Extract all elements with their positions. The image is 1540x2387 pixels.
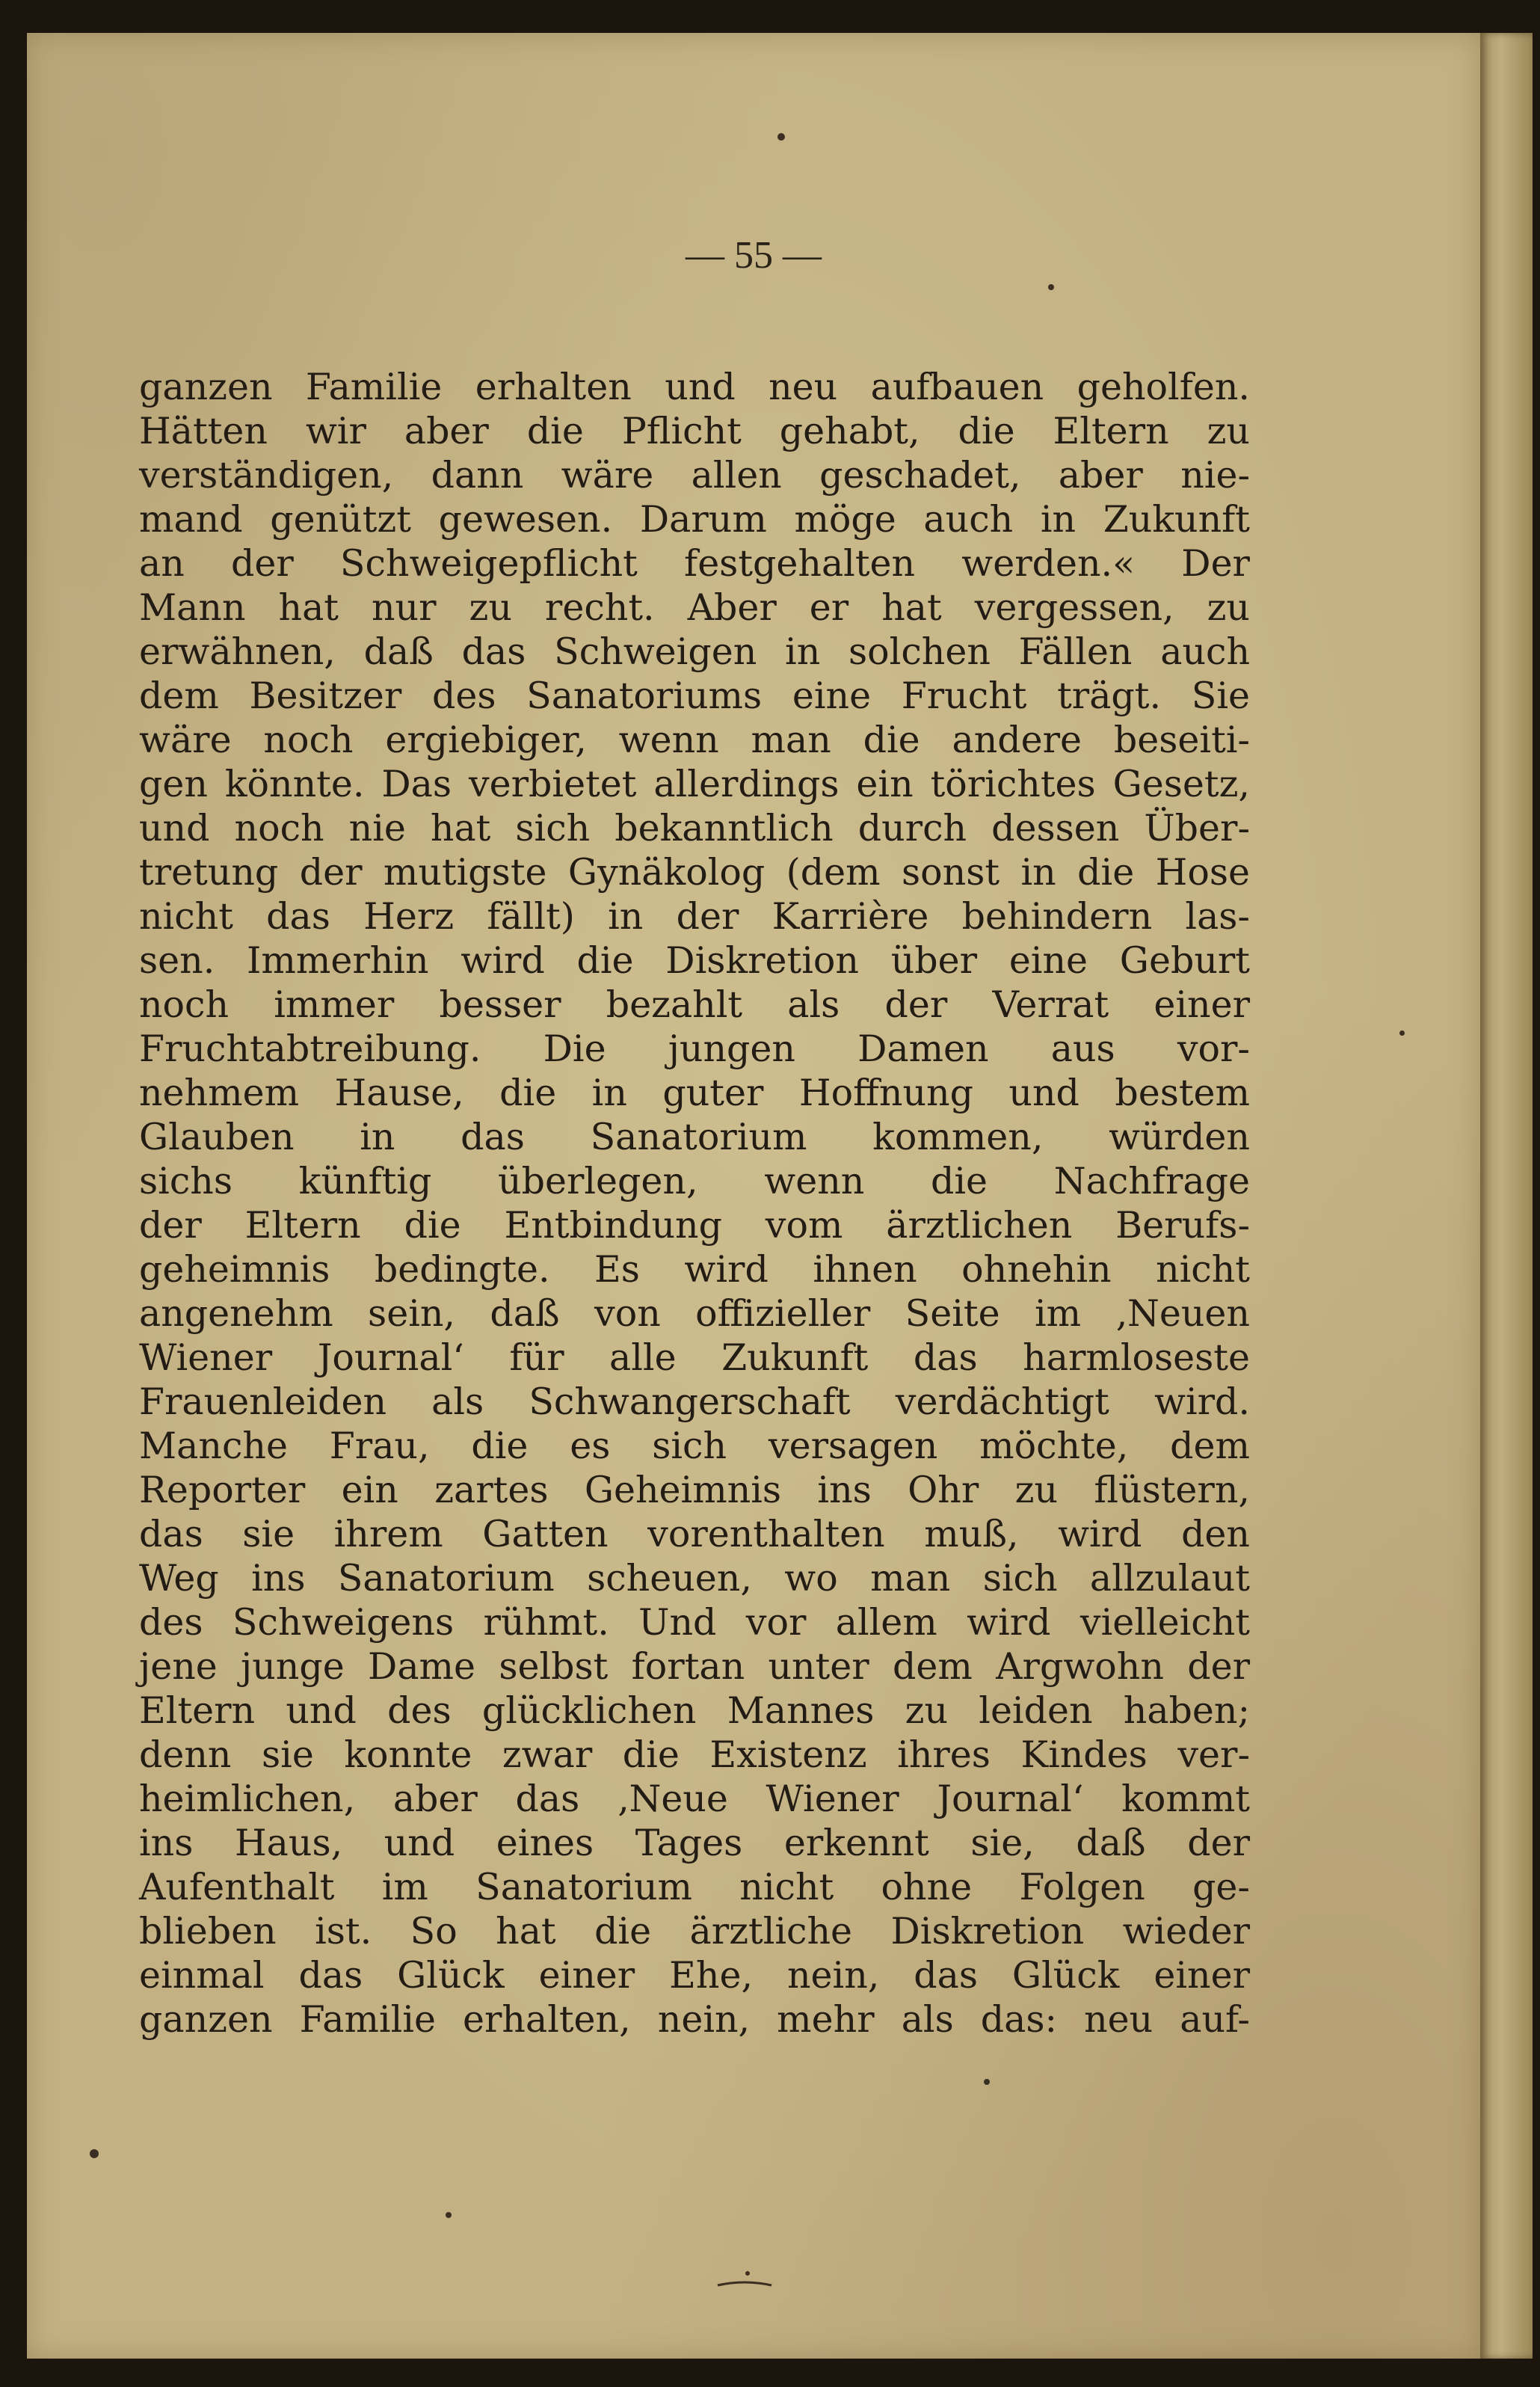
text-line: Hätten wir aber die Pflicht gehabt, die Eltern zu xyxy=(139,410,1250,452)
text-line: sichs künftig überlegen, wenn die Nachfrage xyxy=(139,1160,1250,1202)
text-line: angenehm sein, daß von offizieller Seite im ‚Neuen xyxy=(139,1292,1250,1335)
ink-speck xyxy=(777,133,785,141)
book-spine-edge xyxy=(1480,33,1533,2359)
text-line: der Eltern die Entbindung vom ärztlichen Berufs- xyxy=(139,1204,1250,1247)
text-line: gen könnte. Das verbietet allerdings ein törichtes Gesetz, xyxy=(139,763,1250,805)
text-line: Eltern und des glücklichen Mannes zu leiden haben; xyxy=(139,1689,1250,1732)
text-line: und noch nie hat sich bekanntlich durch dessen Über- xyxy=(139,807,1250,850)
text-line: Frauenleiden als Schwangerschaft verdächtigt wird. xyxy=(139,1380,1250,1423)
text-line: noch immer besser bezahlt als der Verrat einer xyxy=(139,983,1250,1026)
ornament-mark xyxy=(715,2269,774,2291)
text-line: Wiener Journal‘ für alle Zukunft das harmloseste xyxy=(139,1336,1250,1379)
text-line: des Schweigens rühmt. Und vor allem wird vielleicht xyxy=(139,1601,1250,1644)
text-line: ganzen Familie erhalten und neu aufbauen geholfen. xyxy=(139,366,1250,408)
text-line: sen. Immerhin wird die Diskretion über eine Geburt xyxy=(139,939,1250,982)
text-line: Aufenthalt im Sanatorium nicht ohne Folgen ge- xyxy=(139,1866,1250,1908)
text-line: verständigen, dann wäre allen geschadet, aber nie- xyxy=(139,454,1250,497)
text-line: einmal das Glück einer Ehe, nein, das Glück einer xyxy=(139,1954,1250,1997)
ink-speck xyxy=(90,2149,99,2158)
text-line: mand genützt gewesen. Darum möge auch in Zukunft xyxy=(139,498,1250,541)
text-line: nehmem Hause, die in guter Hoffnung und bestem xyxy=(139,1072,1250,1114)
text-line: erwähnen, daß das Schweigen in solchen Fällen auch xyxy=(139,630,1250,673)
text-line: denn sie konnte zwar die Existenz ihres Kindes ver- xyxy=(139,1733,1250,1776)
ink-speck xyxy=(1048,284,1054,290)
text-line: Manche Frau, die es sich versagen möchte, dem xyxy=(139,1425,1250,1467)
text-line: das sie ihrem Gatten vorenthalten muß, wird den xyxy=(139,1513,1250,1555)
text-line: geheimnis bedingte. Es wird ihnen ohnehin nicht xyxy=(139,1248,1250,1291)
ink-speck xyxy=(1399,1030,1405,1036)
text-line: Weg ins Sanatorium scheuen, wo man sich allzulaut xyxy=(139,1557,1250,1600)
text-line: tretung der mutigste Gynäkolog (dem sonst in die Hose xyxy=(139,851,1250,894)
text-line: nicht das Herz fällt) in der Karrière behindern las- xyxy=(139,895,1250,938)
text-line: Reporter ein zartes Geheimnis ins Ohr zu flüstern, xyxy=(139,1469,1250,1511)
text-line: ins Haus, und eines Tages erkennt sie, daß der xyxy=(139,1822,1250,1864)
ink-speck xyxy=(446,2212,452,2218)
text-line: Mann hat nur zu recht. Aber er hat vergessen, zu xyxy=(139,586,1250,629)
text-line: blieben ist. So hat die ärztliche Diskretion wieder xyxy=(139,1910,1250,1953)
text-line: ganzen Familie erhalten, nein, mehr als das: neu auf- xyxy=(139,1998,1250,2041)
text-line: jene junge Dame selbst fortan unter dem Argwohn der xyxy=(139,1645,1250,1688)
text-line: Glauben in das Sanatorium kommen, würden xyxy=(139,1116,1250,1158)
text-line: dem Besitzer des Sanatoriums eine Frucht trägt. Sie xyxy=(139,675,1250,717)
ink-speck xyxy=(984,2079,990,2085)
text-line: Fruchtabtreibung. Die jungen Damen aus vor- xyxy=(139,1027,1250,1070)
page-number: — 55 — xyxy=(686,234,822,277)
text-line: an der Schweigepflicht festgehalten werden.« Der xyxy=(139,542,1250,585)
body-text xyxy=(139,365,1250,2042)
text-line: heimlichen, aber das ‚Neue Wiener Journal‘ kommt xyxy=(139,1778,1250,1820)
text-line: wäre noch ergiebiger, wenn man die andere beseiti- xyxy=(139,719,1250,761)
paper-page xyxy=(27,33,1480,2359)
